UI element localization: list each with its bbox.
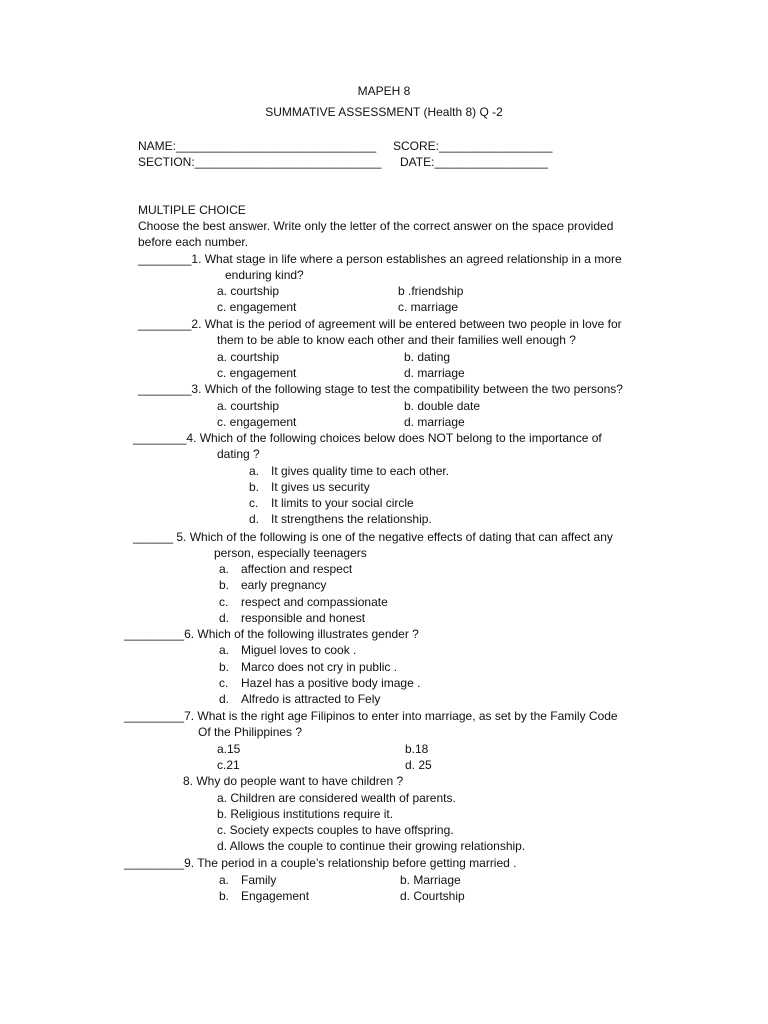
option-letter: b.	[219, 578, 230, 592]
option-text: affection and respect	[241, 562, 353, 576]
section-field: SECTION:____________________________	[138, 155, 382, 169]
option-letter: c.	[249, 496, 259, 510]
option-a: a. courtship	[217, 399, 280, 413]
option-letter: d.	[219, 692, 230, 706]
option-a: a. Children are considered wealth of parents.	[217, 791, 456, 805]
option-b: b. double date	[404, 399, 481, 413]
question-5-continued: person, especially teenagers	[214, 546, 367, 560]
option-letter: a.	[219, 643, 230, 657]
option-a: a. courtship	[217, 284, 280, 298]
question-6: _________6. Which of the following illustrates gender ?	[124, 627, 419, 641]
option-d: d. Courtship	[400, 889, 465, 903]
option-d: d. Allows the couple to continue their growing relationship.	[217, 839, 526, 853]
page-title: MAPEH 8	[357, 84, 411, 98]
option-b: b. dating	[404, 350, 451, 364]
question-8: 8. Why do people want to have children ?	[183, 774, 404, 788]
option-b: b. Marriage	[400, 873, 461, 887]
instruction-line: Choose the best answer. Write only the letter of the correct answer on the space provided	[138, 219, 614, 233]
option-a: a.15	[217, 742, 241, 756]
option-d: d. 25	[405, 758, 432, 772]
instruction-line: before each number.	[138, 235, 249, 249]
option-c: c. Society expects couples to have offspring.	[217, 823, 454, 837]
option-letter: b.	[219, 660, 230, 674]
option-text: Marco does not cry in public .	[241, 660, 398, 674]
option-b: b .friendship	[398, 284, 464, 298]
question-7-continued: Of the Philippines ?	[198, 725, 303, 739]
option-letter: d.	[219, 611, 230, 625]
option-text: It gives quality time to each other.	[271, 464, 450, 478]
question-7: _________7. What is the right age Filipinos to enter into marriage, as set by the Family Code	[124, 709, 618, 723]
option-letter: b.	[219, 889, 230, 903]
option-text: It gives us security	[271, 480, 370, 494]
option-text: early pregnancy	[241, 578, 327, 592]
option-d: d. marriage	[404, 415, 465, 429]
question-1-continued: enduring kind?	[225, 268, 304, 282]
option-letter: b.	[249, 480, 260, 494]
option-d: c. marriage	[398, 300, 459, 314]
option-text: respect and compassionate	[241, 595, 388, 609]
option-b: b.18	[405, 742, 429, 756]
question-2: ________2. What is the period of agreement will be entered between two people in love for	[138, 317, 622, 331]
question-9: _________9. The period in a couple’s relationship before getting married .	[124, 856, 517, 870]
option-b: b. Religious institutions require it.	[217, 807, 394, 821]
option-c: c. engagement	[217, 300, 297, 314]
option-letter: d.	[249, 512, 260, 526]
page-subtitle: SUMMATIVE ASSESSMENT (Health 8) Q -2	[265, 105, 503, 119]
option-c: c. engagement	[217, 366, 297, 380]
option-d: d. marriage	[404, 366, 465, 380]
question-1: ________1. What stage in life where a person establishes an agreed relationship in a more	[138, 252, 622, 266]
option-text: Engagement	[241, 889, 310, 903]
name-field: NAME:______________________________	[138, 139, 377, 153]
question-4: ________4. Which of the following choices below does NOT belong to the importance of	[133, 431, 602, 445]
option-letter: a.	[219, 873, 230, 887]
option-text: It strengthens the relationship.	[271, 512, 432, 526]
option-text: Alfredo is attracted to Fely	[241, 692, 381, 706]
option-letter: c.	[219, 676, 229, 690]
question-4-continued: dating ?	[217, 447, 260, 461]
option-letter: a.	[249, 464, 260, 478]
option-text: Miguel loves to cook .	[241, 643, 357, 657]
option-text: It limits to your social circle	[271, 496, 414, 510]
option-letter: a.	[219, 562, 230, 576]
date-field: DATE:_________________	[400, 155, 548, 169]
score-field: SCORE:_________________	[393, 139, 553, 153]
option-c: c. engagement	[217, 415, 297, 429]
question-2-continued: them to be able to know each other and their families well enough ?	[217, 333, 576, 347]
question-5: ______ 5. Which of the following is one of the negative effects of dating that can affect any	[133, 530, 613, 544]
question-3: ________3. Which of the following stage to test the compatibility between the two persons?	[138, 382, 623, 396]
option-text: Family	[241, 873, 277, 887]
section-title: MULTIPLE CHOICE	[138, 203, 246, 217]
option-c: c.21	[217, 758, 240, 772]
option-text: Hazel has a positive body image .	[241, 676, 421, 690]
option-letter: c.	[219, 595, 229, 609]
option-text: responsible and honest	[241, 611, 366, 625]
option-a: a. courtship	[217, 350, 280, 364]
